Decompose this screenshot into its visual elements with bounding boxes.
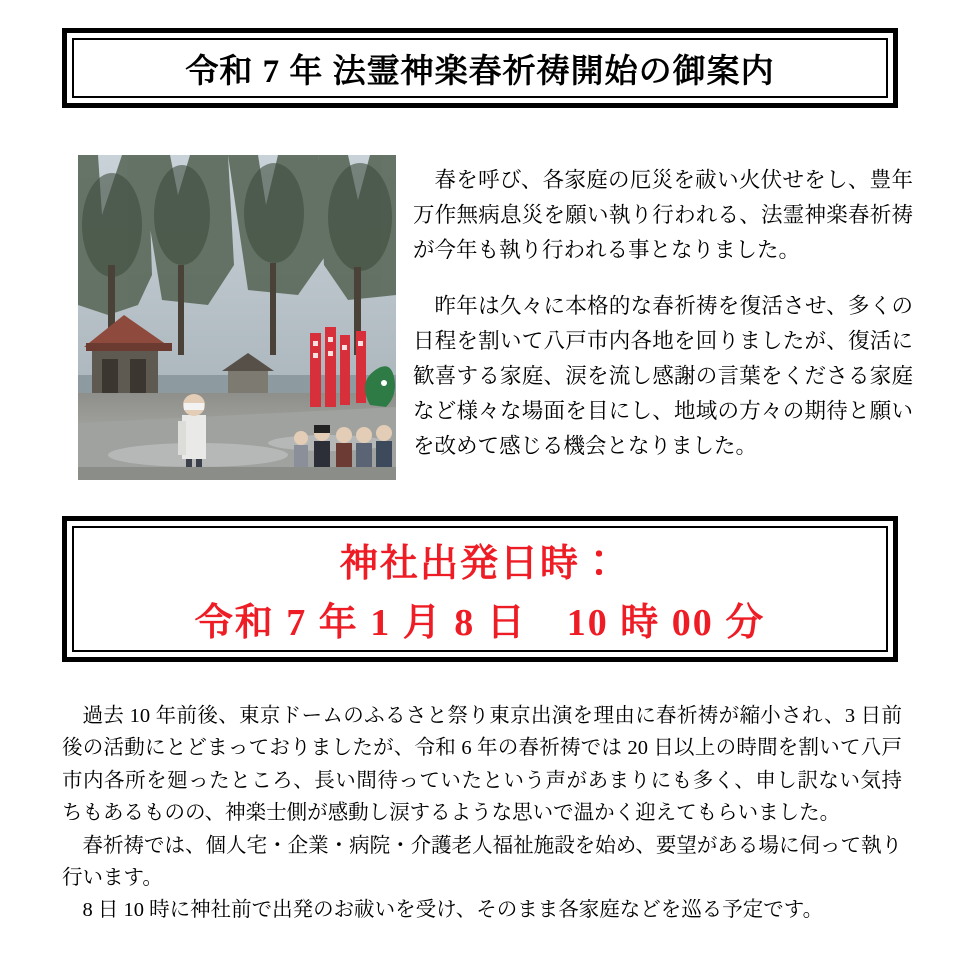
intro-paragraph-2: 昨年は久々に本格的な春祈祷を復活させ、多くの日程を割いて八戸市内各地を回りましたが、復活に歓喜する家庭、涙を流し感謝の言葉をくださる家庭など様々な場面を目にし、地域の方々の期待と願いを改めて感じる機会となりました。 [413, 294, 913, 458]
photo-illustration [78, 155, 396, 480]
intro-text-block [413, 163, 913, 464]
body-paragraph-1: 過去 10 年前後、東京ドームのふるさと祭り東京出演を理由に春祈祷が縮小され、3 日前後の活動にとどまっておりましたが、令和 6 年の春祈祷では 20 日以上の時間を割いて八戸市内各所を廻ったところ、長い間待っていたという声があまりにも多く、申し訳ない気持ちもあるものの、神楽士側が感動し涙するような思いで温かく迎えてもらいました。 [62, 705, 902, 825]
shrine-procession-photo [78, 155, 396, 480]
title-banner-inner [72, 38, 888, 98]
body-text-block [62, 700, 902, 927]
intro-paragraph-1: 春を呼び、各家庭の厄災を祓い火伏せをし、豊年万作無病息災を願い執り行われる、法霊神楽春祈祷が今年も執り行われる事となりました。 [413, 168, 913, 262]
departure-banner [62, 516, 898, 662]
departure-datetime: 令和 7 年 1 月 8 日 10 時 00 分 [194, 602, 766, 644]
title-banner [62, 28, 898, 108]
body-paragraph-3: 8 日 10 時に神社前で出発のお祓いを受け、そのまま各家庭などを巡る予定です。 [82, 899, 824, 922]
body-paragraph-2: 春祈祷では、個人宅・企業・病院・介護老人福祉施設を始め、要望がある場に伺って執り行います。 [62, 834, 902, 889]
departure-banner-inner [72, 526, 888, 652]
departure-heading: 神社出発日時： [339, 543, 620, 585]
page-title: 令和 7 年 法霊神楽春祈祷開始の御案内 [185, 53, 775, 90]
